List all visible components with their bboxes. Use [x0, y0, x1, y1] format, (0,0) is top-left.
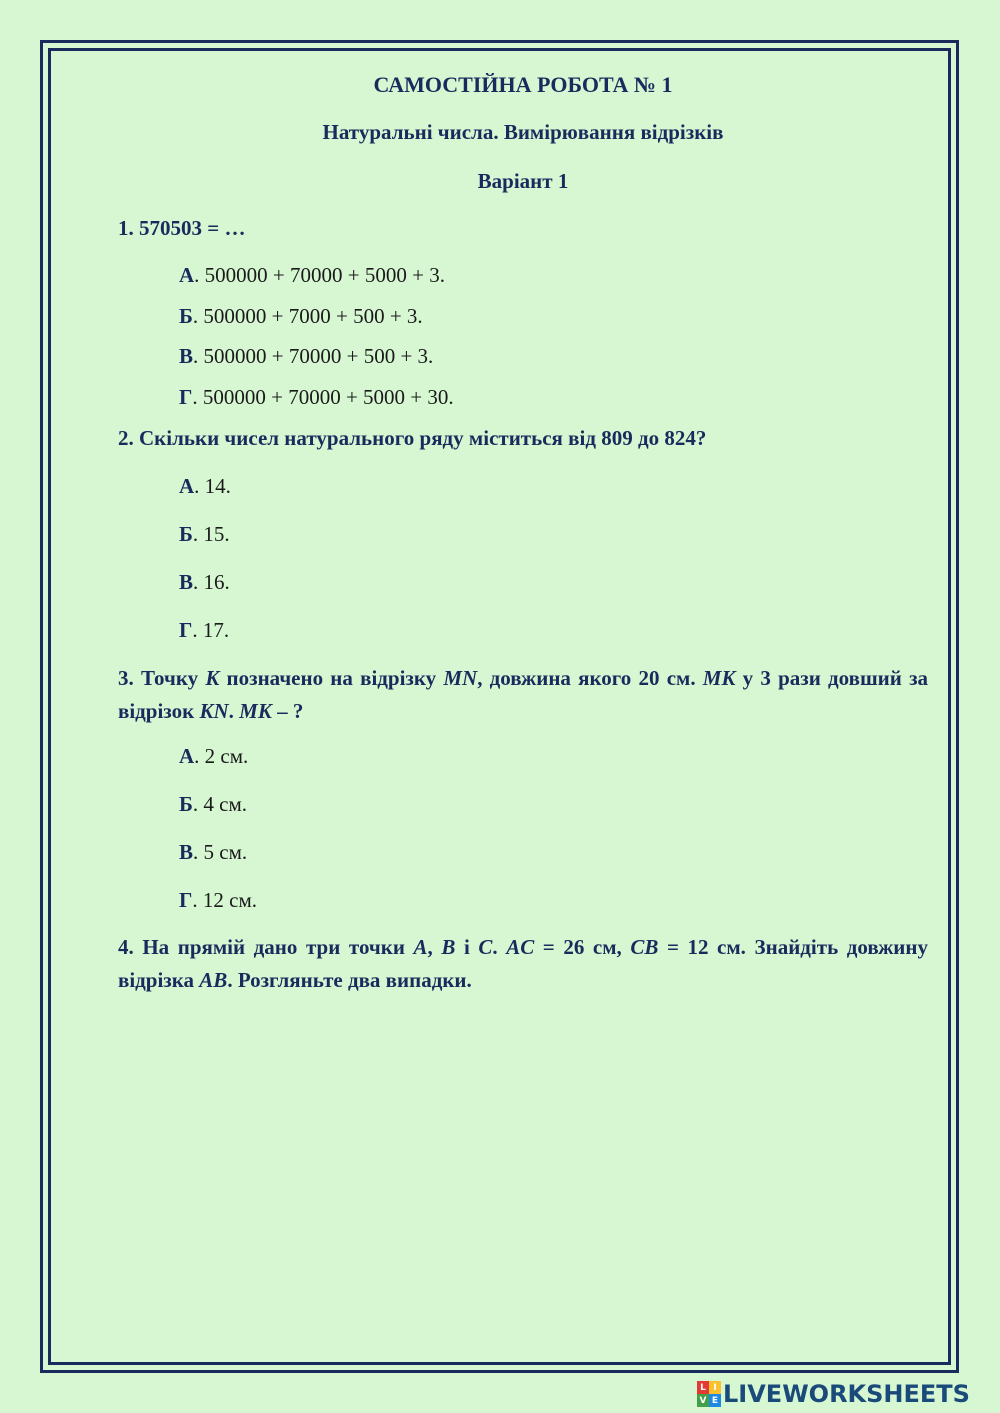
q4-var: AC: [506, 935, 535, 959]
option-text: . 17.: [192, 618, 230, 642]
option-2d[interactable]: [179, 618, 229, 643]
option-3d[interactable]: [179, 888, 257, 913]
option-letter: А: [179, 263, 195, 287]
option-2c[interactable]: [179, 570, 230, 595]
option-text: . 2 см.: [194, 744, 249, 768]
q3-text: – ?: [271, 699, 304, 723]
option-1c[interactable]: [179, 344, 433, 369]
logo-text: LIVEWORKSHEETS: [723, 1380, 970, 1408]
option-text: . 5 см.: [193, 840, 248, 864]
option-1b[interactable]: [179, 304, 423, 329]
q3-text: , довжина якого 20 см.: [477, 666, 703, 690]
option-letter: Б: [179, 522, 193, 546]
q4-text: і: [455, 935, 479, 959]
option-letter: А: [179, 474, 195, 498]
page-title: САМОСТІЙНА РОБОТА № 1: [373, 72, 673, 97]
q3-var: MN: [443, 666, 478, 690]
option-letter: В: [179, 840, 194, 864]
q4-text: = 12 см. Знайдіть довжину відрізка: [118, 935, 929, 992]
option-2a[interactable]: [179, 474, 231, 499]
q3-text: у 3 рази довший за відрізок: [118, 666, 929, 723]
option-letter: В: [179, 570, 194, 594]
question-4: [118, 931, 928, 997]
q3-var: K: [205, 666, 220, 690]
q3-var: KN: [199, 699, 229, 723]
q4-var: B: [441, 935, 456, 959]
option-letter: Г: [179, 385, 193, 409]
logo-badge-letter: V: [697, 1394, 709, 1407]
q4-text: = 26 см,: [534, 935, 631, 959]
page-subtitle: Натуральні числа. Вимірювання відрізків: [322, 120, 724, 144]
option-letter: Г: [179, 618, 193, 642]
q3-var: MK: [702, 666, 736, 690]
q4-var: A: [413, 935, 428, 959]
q4-text: 4. На прямій дано три точки: [118, 935, 414, 959]
option-3b[interactable]: [179, 792, 247, 817]
option-text: . 500000 + 70000 + 5000 + 30.: [192, 385, 454, 409]
option-1a[interactable]: [179, 263, 445, 288]
q3-text: .: [228, 699, 240, 723]
liveworksheets-logo: [697, 1379, 970, 1409]
option-3a[interactable]: [179, 744, 248, 769]
option-text: . 500000 + 70000 + 5000 + 3.: [194, 263, 445, 287]
option-text: . 15.: [192, 522, 230, 546]
option-letter: В: [179, 344, 194, 368]
option-text: . 16.: [193, 570, 230, 594]
q3-text: позначено на відрізку: [219, 666, 444, 690]
q4-text: ,: [427, 935, 442, 959]
option-text: . 500000 + 7000 + 500 + 3.: [192, 304, 423, 328]
q3-var: MK: [239, 699, 272, 723]
q4-text: . Розгляньте два випадки.: [227, 968, 472, 992]
option-letter: Г: [179, 888, 193, 912]
option-1d[interactable]: [179, 385, 454, 410]
logo-badge-icon: [697, 1381, 721, 1407]
q4-var: CB: [630, 935, 659, 959]
question-3: [118, 662, 928, 728]
option-3c[interactable]: [179, 840, 247, 865]
logo-badge-letter: L: [697, 1381, 709, 1394]
option-text: . 500000 + 70000 + 500 + 3.: [193, 344, 434, 368]
q4-var: AB: [199, 968, 228, 992]
option-text: . 4 см.: [192, 792, 248, 816]
q4-var: C: [478, 935, 493, 959]
logo-badge-letter: E: [709, 1394, 721, 1407]
option-letter: А: [179, 744, 195, 768]
question-2: 2. Скільки чисел натурального ряду міститься від 809 до 824?: [118, 426, 707, 450]
q4-text: .: [492, 935, 507, 959]
option-text: . 12 см.: [192, 888, 257, 912]
option-text: . 14.: [194, 474, 231, 498]
logo-badge-letter: I: [709, 1381, 721, 1394]
q3-text: 3. Точку: [118, 666, 206, 690]
variant-label: Варіант 1: [477, 169, 569, 193]
question-1: 1. 570503 = …: [118, 216, 246, 240]
option-2b[interactable]: [179, 522, 230, 547]
option-letter: Б: [179, 792, 193, 816]
option-letter: Б: [179, 304, 193, 328]
